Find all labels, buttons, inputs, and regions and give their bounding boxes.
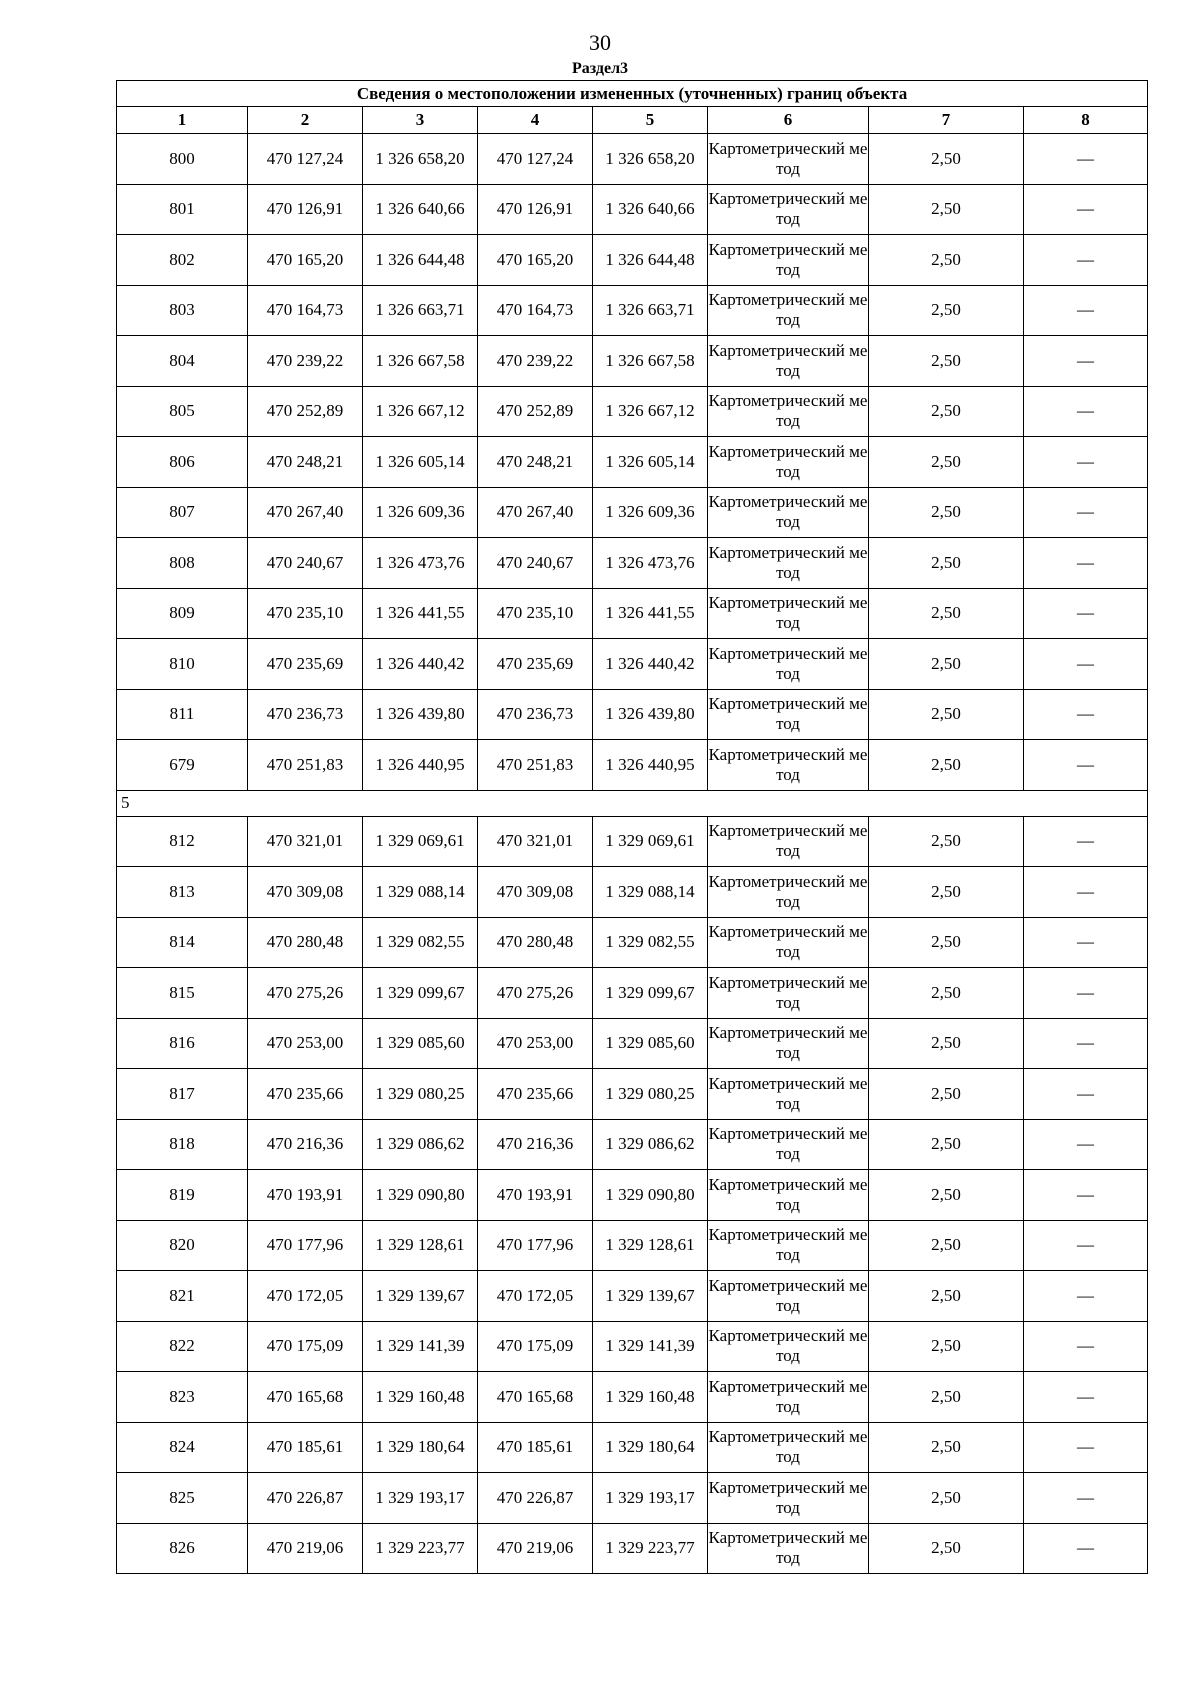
column-numbers-row [117, 107, 1148, 134]
point-number-cell: 822 [117, 1321, 248, 1372]
method-cell: Картометрический метод [708, 1422, 869, 1473]
column-number: 1 [117, 107, 248, 134]
description-cell: — [1024, 285, 1148, 336]
method-cell: Картометрический метод [708, 1069, 869, 1120]
method-cell: Картометрический метод [708, 689, 869, 740]
x-new-cell: 470 240,67 [478, 538, 593, 589]
x-existing-cell: 470 253,00 [248, 1018, 363, 1069]
table-row [117, 336, 1148, 387]
y-existing-cell: 1 329 193,17 [363, 1473, 478, 1524]
accuracy-cell: 2,50 [869, 538, 1024, 589]
table-row [117, 639, 1148, 690]
accuracy-cell: 2,50 [869, 1372, 1024, 1423]
x-new-cell: 470 226,87 [478, 1473, 593, 1524]
y-existing-cell: 1 329 080,25 [363, 1069, 478, 1120]
method-cell: Картометрический метод [708, 184, 869, 235]
y-new-cell: 1 329 090,80 [593, 1170, 708, 1221]
method-cell: Картометрический метод [708, 917, 869, 968]
description-cell: — [1024, 336, 1148, 387]
y-new-cell: 1 329 080,25 [593, 1069, 708, 1120]
accuracy-cell: 2,50 [869, 1271, 1024, 1322]
method-cell: Картометрический метод [708, 1321, 869, 1372]
x-new-cell: 470 164,73 [478, 285, 593, 336]
table-body [117, 134, 1148, 1574]
point-number-cell: 826 [117, 1523, 248, 1574]
description-cell: — [1024, 538, 1148, 589]
method-cell: Картометрический метод [708, 867, 869, 918]
description-cell: — [1024, 1271, 1148, 1322]
column-number: 5 [593, 107, 708, 134]
y-new-cell: 1 326 440,42 [593, 639, 708, 690]
x-new-cell: 470 127,24 [478, 134, 593, 185]
y-existing-cell: 1 329 085,60 [363, 1018, 478, 1069]
x-existing-cell: 470 321,01 [248, 816, 363, 867]
table-row [117, 740, 1148, 791]
accuracy-cell: 2,50 [869, 968, 1024, 1019]
x-new-cell: 470 275,26 [478, 968, 593, 1019]
accuracy-cell: 2,50 [869, 1069, 1024, 1120]
x-new-cell: 470 177,96 [478, 1220, 593, 1271]
point-number-cell: 819 [117, 1170, 248, 1221]
coordinates-table [116, 80, 1148, 1574]
y-existing-cell: 1 329 223,77 [363, 1523, 478, 1574]
y-new-cell: 1 329 099,67 [593, 968, 708, 1019]
y-existing-cell: 1 329 128,61 [363, 1220, 478, 1271]
description-cell: — [1024, 740, 1148, 791]
table-caption-row [117, 81, 1148, 107]
y-existing-cell: 1 326 440,42 [363, 639, 478, 690]
x-new-cell: 470 219,06 [478, 1523, 593, 1574]
description-cell: — [1024, 867, 1148, 918]
table-header [117, 81, 1148, 134]
point-number-cell: 803 [117, 285, 248, 336]
description-cell: — [1024, 235, 1148, 286]
description-cell: — [1024, 1018, 1148, 1069]
y-existing-cell: 1 329 160,48 [363, 1372, 478, 1423]
x-existing-cell: 470 177,96 [248, 1220, 363, 1271]
x-existing-cell: 470 193,91 [248, 1170, 363, 1221]
x-new-cell: 470 309,08 [478, 867, 593, 918]
table-row [117, 1018, 1148, 1069]
x-existing-cell: 470 175,09 [248, 1321, 363, 1372]
x-new-cell: 470 216,36 [478, 1119, 593, 1170]
accuracy-cell: 2,50 [869, 386, 1024, 437]
x-existing-cell: 470 248,21 [248, 437, 363, 488]
method-cell: Картометрический метод [708, 816, 869, 867]
x-existing-cell: 470 235,66 [248, 1069, 363, 1120]
y-new-cell: 1 329 141,39 [593, 1321, 708, 1372]
x-existing-cell: 470 165,68 [248, 1372, 363, 1423]
accuracy-cell: 2,50 [869, 588, 1024, 639]
table-row [117, 184, 1148, 235]
x-new-cell: 470 252,89 [478, 386, 593, 437]
point-number-cell: 817 [117, 1069, 248, 1120]
y-new-cell: 1 326 658,20 [593, 134, 708, 185]
page-number: 30 [589, 30, 611, 55]
point-number-cell: 805 [117, 386, 248, 437]
description-cell: — [1024, 1119, 1148, 1170]
method-cell: Картометрический метод [708, 487, 869, 538]
x-new-cell: 470 239,22 [478, 336, 593, 387]
column-number: 6 [708, 107, 869, 134]
accuracy-cell: 2,50 [869, 1220, 1024, 1271]
point-number-cell: 815 [117, 968, 248, 1019]
x-existing-cell: 470 219,06 [248, 1523, 363, 1574]
x-new-cell: 470 267,40 [478, 487, 593, 538]
y-new-cell: 1 329 223,77 [593, 1523, 708, 1574]
accuracy-cell: 2,50 [869, 639, 1024, 690]
method-cell: Картометрический метод [708, 134, 869, 185]
method-cell: Картометрический метод [708, 1271, 869, 1322]
point-number-cell: 810 [117, 639, 248, 690]
y-new-cell: 1 329 193,17 [593, 1473, 708, 1524]
method-cell: Картометрический метод [708, 639, 869, 690]
y-new-cell: 1 326 605,14 [593, 437, 708, 488]
point-number-cell: 823 [117, 1372, 248, 1423]
y-new-cell: 1 329 088,14 [593, 867, 708, 918]
x-existing-cell: 470 126,91 [248, 184, 363, 235]
x-new-cell: 470 253,00 [478, 1018, 593, 1069]
table-row [117, 1321, 1148, 1372]
x-existing-cell: 470 309,08 [248, 867, 363, 918]
y-existing-cell: 1 329 086,62 [363, 1119, 478, 1170]
description-cell: — [1024, 1170, 1148, 1221]
method-cell: Картометрический метод [708, 1523, 869, 1574]
table-row [117, 538, 1148, 589]
accuracy-cell: 2,50 [869, 689, 1024, 740]
table-row [117, 437, 1148, 488]
x-new-cell: 470 172,05 [478, 1271, 593, 1322]
y-new-cell: 1 326 439,80 [593, 689, 708, 740]
x-existing-cell: 470 251,83 [248, 740, 363, 791]
accuracy-cell: 2,50 [869, 740, 1024, 791]
description-cell: — [1024, 1473, 1148, 1524]
x-new-cell: 470 236,73 [478, 689, 593, 740]
accuracy-cell: 2,50 [869, 1170, 1024, 1221]
x-existing-cell: 470 275,26 [248, 968, 363, 1019]
description-cell: — [1024, 1220, 1148, 1271]
method-cell: Картометрический метод [708, 740, 869, 791]
table-row [117, 1170, 1148, 1221]
table-row [117, 816, 1148, 867]
x-existing-cell: 470 267,40 [248, 487, 363, 538]
x-existing-cell: 470 216,36 [248, 1119, 363, 1170]
method-cell: Картометрический метод [708, 1220, 869, 1271]
table-row [117, 1372, 1148, 1423]
y-existing-cell: 1 326 473,76 [363, 538, 478, 589]
y-new-cell: 1 326 609,36 [593, 487, 708, 538]
x-existing-cell: 470 239,22 [248, 336, 363, 387]
y-new-cell: 1 329 180,64 [593, 1422, 708, 1473]
point-number-cell: 824 [117, 1422, 248, 1473]
y-existing-cell: 1 326 640,66 [363, 184, 478, 235]
x-existing-cell: 470 164,73 [248, 285, 363, 336]
accuracy-cell: 2,50 [869, 1018, 1024, 1069]
method-cell: Картометрический метод [708, 588, 869, 639]
description-cell: — [1024, 588, 1148, 639]
y-existing-cell: 1 326 440,95 [363, 740, 478, 791]
table-row [117, 134, 1148, 185]
accuracy-cell: 2,50 [869, 867, 1024, 918]
method-cell: Картометрический метод [708, 386, 869, 437]
x-existing-cell: 470 127,24 [248, 134, 363, 185]
table-row [117, 1271, 1148, 1322]
table-row [117, 1069, 1148, 1120]
column-number: 8 [1024, 107, 1148, 134]
column-number: 4 [478, 107, 593, 134]
x-new-cell: 470 193,91 [478, 1170, 593, 1221]
method-cell: Картометрический метод [708, 538, 869, 589]
x-new-cell: 470 126,91 [478, 184, 593, 235]
y-existing-cell: 1 326 667,58 [363, 336, 478, 387]
point-number-cell: 811 [117, 689, 248, 740]
x-existing-cell: 470 235,10 [248, 588, 363, 639]
y-existing-cell: 1 329 141,39 [363, 1321, 478, 1372]
table-row [117, 487, 1148, 538]
x-new-cell: 470 185,61 [478, 1422, 593, 1473]
y-existing-cell: 1 329 180,64 [363, 1422, 478, 1473]
table-row [117, 968, 1148, 1019]
x-existing-cell: 470 252,89 [248, 386, 363, 437]
x-existing-cell: 470 165,20 [248, 235, 363, 286]
description-cell: — [1024, 1069, 1148, 1120]
accuracy-cell: 2,50 [869, 487, 1024, 538]
table-row [117, 588, 1148, 639]
point-number-cell: 802 [117, 235, 248, 286]
y-existing-cell: 1 326 439,80 [363, 689, 478, 740]
x-existing-cell: 470 226,87 [248, 1473, 363, 1524]
table-row [117, 285, 1148, 336]
y-new-cell: 1 326 663,71 [593, 285, 708, 336]
y-new-cell: 1 329 128,61 [593, 1220, 708, 1271]
accuracy-cell: 2,50 [869, 235, 1024, 286]
y-new-cell: 1 326 441,55 [593, 588, 708, 639]
y-new-cell: 1 329 139,67 [593, 1271, 708, 1322]
y-existing-cell: 1 326 667,12 [363, 386, 478, 437]
y-new-cell: 1 326 667,58 [593, 336, 708, 387]
point-number-cell: 807 [117, 487, 248, 538]
method-cell: Картометрический метод [708, 1119, 869, 1170]
x-new-cell: 470 251,83 [478, 740, 593, 791]
x-new-cell: 470 280,48 [478, 917, 593, 968]
y-existing-cell: 1 326 609,36 [363, 487, 478, 538]
point-number-cell: 821 [117, 1271, 248, 1322]
description-cell: — [1024, 1523, 1148, 1574]
description-cell: — [1024, 1372, 1148, 1423]
y-new-cell: 1 326 640,66 [593, 184, 708, 235]
y-existing-cell: 1 326 605,14 [363, 437, 478, 488]
accuracy-cell: 2,50 [869, 1321, 1024, 1372]
y-existing-cell: 1 329 090,80 [363, 1170, 478, 1221]
point-number-cell: 825 [117, 1473, 248, 1524]
table-row [117, 1523, 1148, 1574]
y-new-cell: 1 329 085,60 [593, 1018, 708, 1069]
x-existing-cell: 470 172,05 [248, 1271, 363, 1322]
x-existing-cell: 470 235,69 [248, 639, 363, 690]
y-new-cell: 1 329 082,55 [593, 917, 708, 968]
accuracy-cell: 2,50 [869, 184, 1024, 235]
description-cell: — [1024, 437, 1148, 488]
table-row [117, 917, 1148, 968]
method-cell: Картометрический метод [708, 235, 869, 286]
accuracy-cell: 2,50 [869, 816, 1024, 867]
accuracy-cell: 2,50 [869, 134, 1024, 185]
point-number-cell: 818 [117, 1119, 248, 1170]
y-new-cell: 1 329 069,61 [593, 816, 708, 867]
column-number: 7 [869, 107, 1024, 134]
point-number-cell: 679 [117, 740, 248, 791]
accuracy-cell: 2,50 [869, 917, 1024, 968]
x-new-cell: 470 235,10 [478, 588, 593, 639]
column-number: 3 [363, 107, 478, 134]
y-new-cell: 1 326 667,12 [593, 386, 708, 437]
table-row [117, 1220, 1148, 1271]
y-existing-cell: 1 329 069,61 [363, 816, 478, 867]
method-cell: Картометрический метод [708, 968, 869, 1019]
table-row [117, 235, 1148, 286]
method-cell: Картометрический метод [708, 1170, 869, 1221]
method-cell: Картометрический метод [708, 285, 869, 336]
method-cell: Картометрический метод [708, 336, 869, 387]
table-caption: Сведения о местоположении измененных (уточненных) границ объекта [117, 81, 1148, 107]
y-new-cell: 1 329 160,48 [593, 1372, 708, 1423]
description-cell: — [1024, 689, 1148, 740]
point-number-cell: 808 [117, 538, 248, 589]
method-cell: Картометрический метод [708, 437, 869, 488]
point-number-cell: 809 [117, 588, 248, 639]
y-existing-cell: 1 326 663,71 [363, 285, 478, 336]
table-row [117, 1422, 1148, 1473]
table-row [117, 689, 1148, 740]
point-number-cell: 804 [117, 336, 248, 387]
description-cell: — [1024, 134, 1148, 185]
y-existing-cell: 1 326 658,20 [363, 134, 478, 185]
description-cell: — [1024, 968, 1148, 1019]
accuracy-cell: 2,50 [869, 1523, 1024, 1574]
point-number-cell: 816 [117, 1018, 248, 1069]
group-label-row [117, 790, 1148, 816]
y-existing-cell: 1 329 139,67 [363, 1271, 478, 1322]
point-number-cell: 820 [117, 1220, 248, 1271]
x-new-cell: 470 165,68 [478, 1372, 593, 1423]
point-number-cell: 814 [117, 917, 248, 968]
y-existing-cell: 1 329 088,14 [363, 867, 478, 918]
description-cell: — [1024, 386, 1148, 437]
section-title: Раздел3 [571, 60, 629, 77]
table-row [117, 867, 1148, 918]
method-cell: Картометрический метод [708, 1018, 869, 1069]
y-existing-cell: 1 326 441,55 [363, 588, 478, 639]
point-number-cell: 801 [117, 184, 248, 235]
description-cell: — [1024, 639, 1148, 690]
x-existing-cell: 470 185,61 [248, 1422, 363, 1473]
y-existing-cell: 1 326 644,48 [363, 235, 478, 286]
description-cell: — [1024, 917, 1148, 968]
accuracy-cell: 2,50 [869, 336, 1024, 387]
x-new-cell: 470 235,69 [478, 639, 593, 690]
method-cell: Картометрический метод [708, 1372, 869, 1423]
y-new-cell: 1 329 086,62 [593, 1119, 708, 1170]
x-new-cell: 470 248,21 [478, 437, 593, 488]
point-number-cell: 806 [117, 437, 248, 488]
point-number-cell: 813 [117, 867, 248, 918]
method-cell: Картометрический метод [708, 1473, 869, 1524]
description-cell: — [1024, 184, 1148, 235]
y-new-cell: 1 326 473,76 [593, 538, 708, 589]
y-existing-cell: 1 329 082,55 [363, 917, 478, 968]
description-cell: — [1024, 487, 1148, 538]
description-cell: — [1024, 816, 1148, 867]
x-existing-cell: 470 236,73 [248, 689, 363, 740]
accuracy-cell: 2,50 [869, 437, 1024, 488]
accuracy-cell: 2,50 [869, 1422, 1024, 1473]
table-row [117, 386, 1148, 437]
y-new-cell: 1 326 644,48 [593, 235, 708, 286]
x-existing-cell: 470 280,48 [248, 917, 363, 968]
x-new-cell: 470 165,20 [478, 235, 593, 286]
point-number-cell: 812 [117, 816, 248, 867]
table-row [117, 1473, 1148, 1524]
accuracy-cell: 2,50 [869, 1119, 1024, 1170]
description-cell: — [1024, 1422, 1148, 1473]
accuracy-cell: 2,50 [869, 1473, 1024, 1524]
table-row [117, 1119, 1148, 1170]
x-new-cell: 470 321,01 [478, 816, 593, 867]
x-existing-cell: 470 240,67 [248, 538, 363, 589]
column-number: 2 [248, 107, 363, 134]
x-new-cell: 470 235,66 [478, 1069, 593, 1120]
y-new-cell: 1 326 440,95 [593, 740, 708, 791]
x-new-cell: 470 175,09 [478, 1321, 593, 1372]
description-cell: — [1024, 1321, 1148, 1372]
y-existing-cell: 1 329 099,67 [363, 968, 478, 1019]
group-label: 5 [117, 790, 1148, 816]
accuracy-cell: 2,50 [869, 285, 1024, 336]
point-number-cell: 800 [117, 134, 248, 185]
